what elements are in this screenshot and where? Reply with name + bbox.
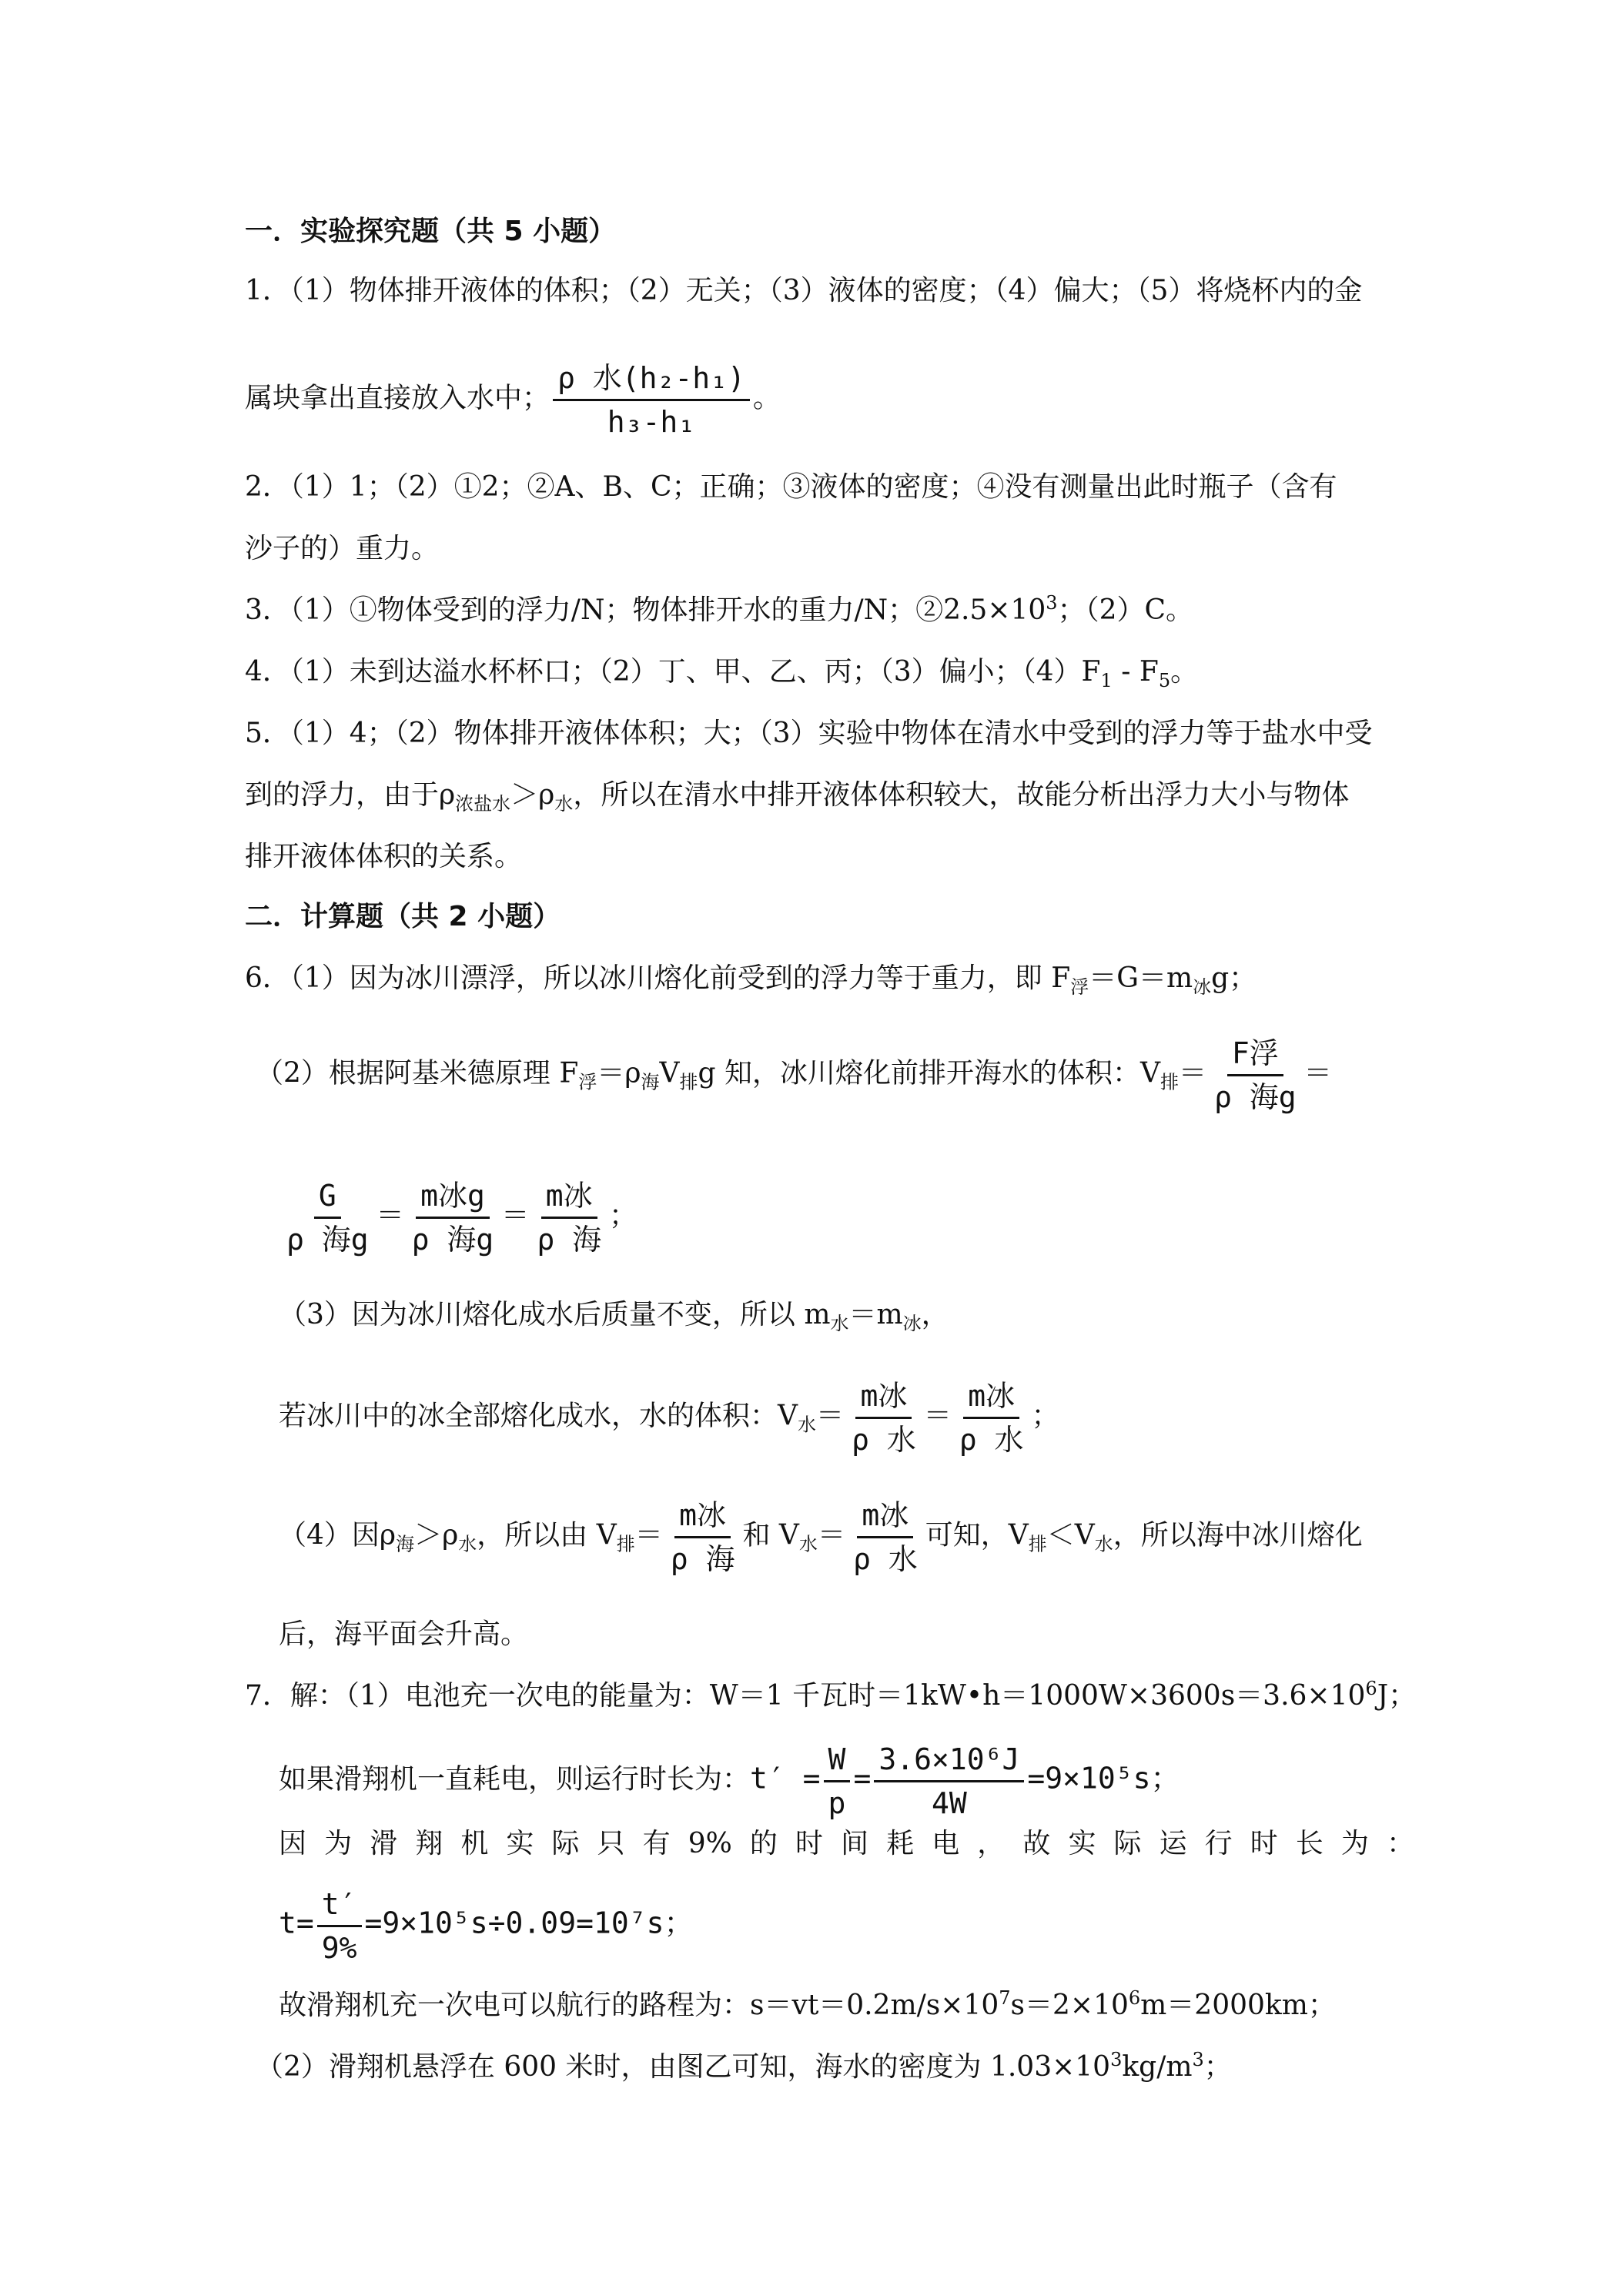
answer-text: ＝ xyxy=(1303,1057,1332,1089)
fraction-numerator: 3.6×10⁶J xyxy=(874,1742,1024,1782)
formula-fraction xyxy=(553,360,750,440)
formula-fraction xyxy=(407,1178,499,1257)
subscript: 排 xyxy=(616,1533,635,1555)
answer-6-part-4 xyxy=(279,1498,1363,1577)
answer-text: g； xyxy=(1211,962,1257,994)
fraction-numerator: m冰 xyxy=(541,1178,597,1219)
answer-text: 。 xyxy=(1170,656,1199,688)
answer-text: （4）因ρ xyxy=(279,1519,397,1551)
fraction-denominator: ρ 海 xyxy=(537,1223,602,1257)
superscript: 3 xyxy=(1046,592,1058,614)
answer-text: ＝ xyxy=(816,1400,845,1432)
answer-text: s＝2×10 xyxy=(1010,1990,1129,2021)
answer-text: ＝G＝m xyxy=(1089,962,1193,994)
formula-fraction xyxy=(955,1378,1029,1458)
subscript: 冰 xyxy=(902,1313,922,1335)
answer-text: ＞ρ xyxy=(510,779,555,811)
fraction-denominator: h₃-h₁ xyxy=(607,405,696,439)
fraction-numerator: m冰 xyxy=(855,1378,912,1419)
answer-text: 可知，V xyxy=(925,1519,1029,1551)
answer-text: （2）滑翔机悬浮在 600 米时，由图乙可知，海水的密度为 1.03×10 xyxy=(256,2051,1111,2083)
fraction-numerator: m冰 xyxy=(963,1378,1019,1419)
superscript: 7 xyxy=(999,1987,1011,2009)
answer-2-line-1: 2．（1）1；（2）①2；②A、B、C；正确；③液体的密度；④没有测量出此时瓶子（含有 xyxy=(245,471,1337,503)
formula-fraction xyxy=(666,1498,740,1577)
answer-7-line-1 xyxy=(245,1678,1416,1714)
spaced-char: 长 xyxy=(1295,1828,1323,1859)
answer-text: 若冰川中的冰全部熔化成水，水的体积：V xyxy=(279,1400,798,1432)
spaced-char: 际 xyxy=(551,1828,580,1859)
equals-sign: = xyxy=(802,1761,821,1796)
formula-fraction xyxy=(847,1378,921,1458)
fraction-denominator: ρ 水 xyxy=(959,1423,1024,1457)
spaced-char: 耗 xyxy=(886,1828,915,1859)
fraction-numerator: W xyxy=(824,1742,851,1782)
spaced-char: 行 xyxy=(1204,1828,1233,1859)
formula-fraction xyxy=(317,1886,362,1966)
subscript: 5 xyxy=(1158,670,1171,692)
spaced-char: 时 xyxy=(1250,1828,1278,1859)
answer-text: 。 xyxy=(752,382,781,414)
fraction-denominator: 4W xyxy=(931,1786,967,1820)
subscript: 水 xyxy=(830,1313,849,1335)
spaced-char: ： xyxy=(1386,1828,1414,1859)
answer-text: ，所以由 V xyxy=(477,1519,617,1551)
answer-7-line-5 xyxy=(279,1988,1336,2023)
answer-5-line-3: 排开液体体积的关系。 xyxy=(245,841,523,872)
spaced-char: 的 xyxy=(749,1828,778,1859)
equals-sign: ＝ xyxy=(501,1200,530,1232)
spaced-char: 翔 xyxy=(415,1828,443,1859)
formula-fraction xyxy=(532,1178,606,1257)
subscript: 水 xyxy=(798,1414,816,1436)
spaced-char: 间 xyxy=(841,1828,869,1859)
answer-text: ；（2）C。 xyxy=(1057,594,1194,626)
answer-text: ＝ xyxy=(634,1519,663,1551)
spaced-char: 为 xyxy=(324,1828,353,1859)
fraction-numerator: m冰 xyxy=(857,1498,913,1538)
superscript: 6 xyxy=(1365,1678,1377,1699)
subscript: 海 xyxy=(641,1071,660,1093)
answer-text: 故滑翔机充一次电可以航行的路程为：s＝vt＝0.2m/s×10 xyxy=(279,1990,999,2021)
answer-2-line-2: 沙子的）重力。 xyxy=(245,533,440,564)
answer-text: 如果滑翔机一直耗电，则运行时长为： xyxy=(279,1763,751,1796)
answer-text: 属块拿出直接放入水中； xyxy=(245,382,550,414)
answer-6-part-4-line-2: 后，海平面会升高。 xyxy=(279,1618,529,1650)
answer-text: 和 V xyxy=(742,1519,799,1551)
fraction-denominator: ρ 海g xyxy=(411,1223,494,1257)
spaced-char: 运 xyxy=(1159,1828,1187,1859)
subscript: 浮 xyxy=(578,1071,597,1093)
answer-text: g 知，冰川熔化前排开海水的体积：V xyxy=(698,1057,1160,1089)
answer-6-line-1 xyxy=(245,961,1257,999)
answer-text: （3）因为冰川熔化成水后质量不变，所以 m xyxy=(279,1299,831,1330)
answer-7-line-4 xyxy=(279,1886,693,1966)
answer-1-line-1: 1．（1）物体排开液体的体积；（2）无关；（3）液体的密度；（4）偏大；（5）将烧杯内的金 xyxy=(245,275,1363,306)
subscript: 排 xyxy=(1160,1071,1179,1093)
answer-5-line-1: 5．（1）4；（2）物体排开液体体积；大；（3）实验中物体在清水中受到的浮力等于盐水中受 xyxy=(245,718,1373,749)
answer-7-line-6 xyxy=(256,2050,1232,2085)
section-title: 一．实验探究题（共 5 小题） xyxy=(245,216,617,247)
spaced-char: 时 xyxy=(795,1828,823,1859)
answer-7-line-3 xyxy=(279,1826,1414,1862)
subscript: 浓盐水 xyxy=(455,793,511,815)
answer-5-line-2 xyxy=(245,778,1349,813)
fraction-denominator: ρ 海 xyxy=(670,1542,735,1576)
answer-6-part-3b xyxy=(279,1378,1059,1458)
answer-text: 到的浮力，由于ρ xyxy=(245,779,456,811)
formula-text: =9×10⁵s÷0.09=10⁷s； xyxy=(364,1906,694,1940)
formula-fraction xyxy=(874,1742,1024,1821)
answer-text: m＝2000km； xyxy=(1140,1990,1336,2021)
formula-fraction xyxy=(1210,1036,1301,1115)
superscript: 6 xyxy=(1128,1987,1141,2009)
subscript: 水 xyxy=(458,1533,477,1555)
answer-text: ； xyxy=(1203,2051,1232,2083)
answer-text: ， xyxy=(921,1299,949,1330)
superscript: 3 xyxy=(1110,2049,1123,2070)
answer-3 xyxy=(245,593,1193,628)
formula-fraction xyxy=(848,1498,922,1577)
answer-text: 3．（1）①物体受到的浮力/N；物体排开水的重力/N；②2.5×10 xyxy=(245,594,1046,626)
equals-sign: ＝ xyxy=(376,1200,404,1232)
fraction-numerator: F浮 xyxy=(1227,1036,1283,1076)
fraction-numerator: m冰 xyxy=(674,1498,731,1538)
fraction-numerator: G xyxy=(314,1178,341,1219)
fraction-numerator: m冰g xyxy=(416,1178,490,1219)
spaced-char: ， xyxy=(977,1828,1006,1859)
answer-text: ，所以在清水中排开液体体积较大，故能分析出浮力大小与物体 xyxy=(573,779,1350,811)
spaced-char: 机 xyxy=(460,1828,489,1859)
answer-text: ； xyxy=(1031,1400,1059,1432)
spaced-char: 故 xyxy=(1022,1828,1051,1859)
spaced-char: 9% xyxy=(688,1828,732,1859)
subscript: 冰 xyxy=(1193,976,1212,999)
spaced-char: 实 xyxy=(506,1828,534,1859)
subscript: 水 xyxy=(798,1533,818,1555)
spaced-char: 为 xyxy=(1340,1828,1369,1859)
fraction-denominator: ρ 海g xyxy=(1214,1080,1297,1114)
formula-text: =9×10⁵s； xyxy=(1027,1761,1180,1796)
answer-7-line-2 xyxy=(279,1742,1180,1821)
superscript: 3 xyxy=(1192,2049,1204,2070)
answer-6-formula-line xyxy=(279,1178,637,1257)
formula-text: t= xyxy=(279,1906,314,1940)
fraction-denominator: ρ 水 xyxy=(852,1542,918,1576)
equals-sign: ＝ xyxy=(923,1400,952,1432)
spaced-char: 实 xyxy=(1068,1828,1096,1859)
answer-4 xyxy=(245,654,1198,690)
spaced-char: 电 xyxy=(932,1828,960,1859)
spaced-char: 因 xyxy=(279,1828,307,1859)
answer-6-part-3 xyxy=(279,1297,949,1333)
equals-sign: = xyxy=(853,1761,872,1796)
answer-text: J； xyxy=(1377,1680,1417,1712)
fraction-denominator: 9% xyxy=(321,1931,357,1965)
spaced-char: 只 xyxy=(597,1828,625,1859)
answer-text: （2）根据阿基米德原理 F xyxy=(256,1057,579,1089)
formula-fraction xyxy=(824,1742,851,1821)
spaced-char: 际 xyxy=(1113,1828,1142,1859)
answer-text: ，所以海中冰川熔化 xyxy=(1113,1519,1363,1551)
answer-1-line-2 xyxy=(245,360,781,440)
answer-text: kg/m xyxy=(1122,2051,1193,2083)
answer-text: 4．（1）未到达溢水杯杯口；（2）丁、甲、乙、丙；（3）偏小；（4）F xyxy=(245,656,1101,688)
subscript: 浮 xyxy=(1070,976,1089,999)
subscript: 海 xyxy=(396,1533,415,1555)
answer-text: ＝m xyxy=(848,1299,903,1330)
subscript: 排 xyxy=(679,1071,698,1093)
answer-text: 7．解：（1）电池充一次电的能量为：W＝1 千瓦时＝1kW•h＝1000W×3600s＝3.6×10 xyxy=(245,1680,1366,1712)
answer-6-part-2 xyxy=(256,1036,1332,1115)
subscript: 水 xyxy=(1094,1533,1113,1555)
answer-text: ＜V xyxy=(1046,1519,1095,1551)
answer-text: ＞ρ xyxy=(414,1519,459,1551)
subscript: 水 xyxy=(554,793,574,815)
spaced-char: 有 xyxy=(642,1828,671,1859)
spaced-char: 滑 xyxy=(370,1828,398,1859)
answer-text: ＝ρ xyxy=(597,1057,641,1089)
answer-text: ＝ xyxy=(1179,1057,1207,1089)
subscript: 排 xyxy=(1028,1533,1047,1555)
answer-text: 6．（1）因为冰川漂浮，所以冰川熔化前受到的浮力等于重力，即 F xyxy=(245,962,1071,994)
fraction-denominator: ρ 海g xyxy=(286,1223,369,1257)
answer-text: ； xyxy=(609,1200,637,1232)
fraction-numerator: t′ xyxy=(317,1886,362,1927)
answer-text: - F xyxy=(1112,656,1159,688)
formula-text: t′ xyxy=(750,1761,803,1796)
subscript: 1 xyxy=(1100,670,1113,692)
formula-fraction xyxy=(282,1178,373,1257)
fraction-numerator: ρ 水(h₂-h₁) xyxy=(553,360,750,401)
fraction-denominator: ρ 水 xyxy=(852,1423,916,1457)
fraction-denominator: p xyxy=(828,1786,846,1820)
answer-text: ＝ xyxy=(817,1519,845,1551)
answer-text: V xyxy=(659,1057,680,1089)
section-title: 二．计算题（共 2 小题） xyxy=(245,901,561,932)
